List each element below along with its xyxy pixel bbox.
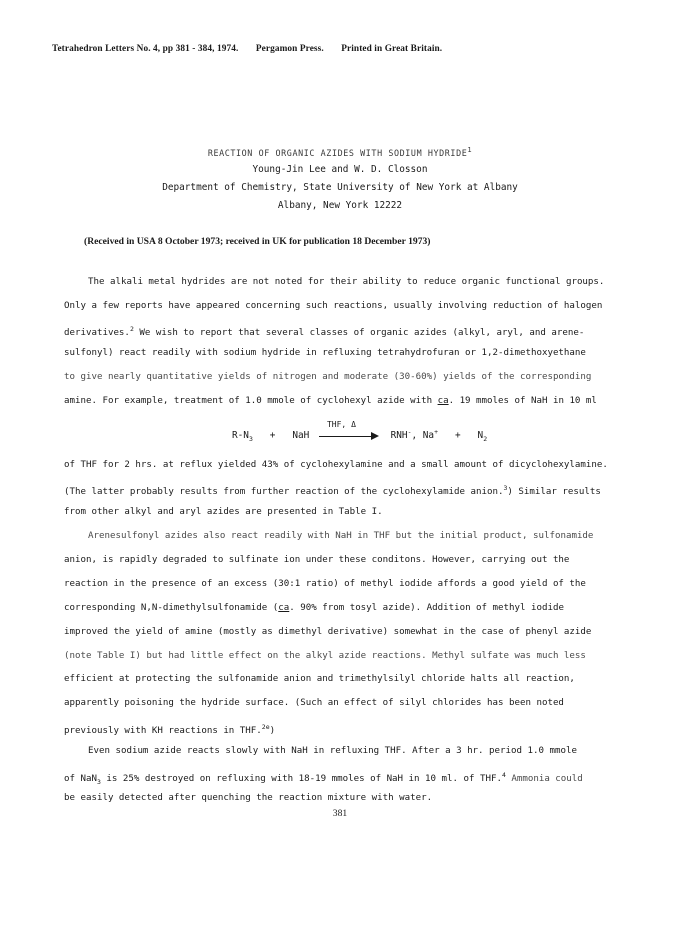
para4-line2: of NaN$_3$ is 25% destroyed on refluxing with 18-19 mmoles of NaH in 10 ml. of THF.$^4$ Ammonia could: [64, 771, 583, 786]
running-header: [52, 44, 612, 54]
title-footnote-mark: 1: [467, 146, 473, 154]
article-title: [0, 146, 680, 158]
authors: Young-Jin Lee and W. D. Closson: [252, 164, 428, 175]
para2-line2: (The latter probably results from further reaction of the cyclohexylamide anion.$^3$) Similar results: [64, 484, 601, 498]
para2-line1: of THF for 2 hrs. at reflux yielded 43% of cyclohexylamine and a small amount of dicyclohexylamine.: [64, 460, 608, 470]
para3-line1: Arenesulfonyl azides also react readily with NaH in THF but the initial product, sulfonamide: [88, 531, 594, 541]
printed-in: Printed in Great Britain.: [341, 44, 443, 54]
arrow-head-icon: [371, 432, 379, 440]
footnote-ref-3: 3: [503, 484, 508, 492]
footnote-ref-2: 2: [129, 325, 134, 333]
eq-product-nitrogen: $N_2$: [477, 430, 488, 443]
page-number: 381: [332, 808, 348, 819]
para3-line3: reaction in the presence of an excess (30:1 ratio) of methyl iodide affords a good yield of the: [64, 579, 586, 589]
para3-line8: apparently poisoning the hydride surface. (Such an effect of silyl chlorides has been noted: [64, 698, 564, 708]
circa-abbrev: ca: [437, 396, 449, 406]
eq-plus-2: +: [454, 430, 461, 442]
affiliation: Department of Chemistry, State University of New York at Albany: [162, 182, 518, 193]
para1-line6: amine. For example, treatment of 1.0 mmole of cyclohexyl azide with ca. 19 mmoles of NaH in 10 ml: [64, 396, 597, 406]
circa-abbrev: ca: [278, 603, 290, 613]
eq-reagent: NaH: [292, 430, 310, 442]
para2-line3: from other alkyl and aryl azides are presented in Table I.: [64, 507, 383, 517]
footnote-ref-4: 4: [501, 771, 506, 779]
para3-line6: (note Table I) but had little effect on the alkyl azide reactions. Methyl sulfate was much less: [64, 651, 586, 661]
para3-line9: previously with KH reactions in THF.$^{2e}$): [64, 723, 276, 737]
para1-line1: The alkali metal hydrides are not noted for their ability to reduce organic functional groups.: [88, 277, 605, 287]
eq-plus-1: +: [269, 430, 276, 442]
received-dates: (Received in USA 8 October 1973; received in UK for publication 18 December 1973): [84, 236, 431, 247]
para3-line2: anion, is rapidly degraded to sulfinate ion under these conditons. However, carrying out the: [64, 555, 570, 565]
journal-citation: Tetrahedron Letters No. 4, pp 381 - 384, 1974.: [52, 44, 239, 54]
para1-line3: derivatives.$^2$ We wish to report that several classes of organic azides (alkyl, aryl, and arene-: [64, 325, 585, 339]
para1-line2: Only a few reports have appeared concerning such reactions, usually involving reduction of halogen: [64, 301, 603, 311]
arrow-conditions: THF, Δ: [326, 420, 356, 430]
eq-product-amide: RNH-, Na+: [390, 428, 438, 442]
para3-line7: efficient at protecting the sulfonamide anion and trimethylsilyl chloride halts all reaction,: [64, 674, 575, 684]
address: Albany, New York 12222: [277, 200, 403, 211]
para1-line4: sulfonyl) react readily with sodium hydride in refluxing tetrahydrofuran or 1,2-dimethoxyethane: [64, 348, 586, 358]
para4-line3: be easily detected after quenching the reaction mixture with water.: [64, 793, 433, 803]
para3-line5: improved the yield of amine (mostly as dimethyl derivative) somewhat in the case of phenyl azide: [64, 627, 592, 637]
article-title-text: REACTION OF ORGANIC AZIDES WITH SODIUM HYDRIDE: [207, 147, 468, 158]
footnote-ref-2e: 2e: [261, 723, 270, 731]
reaction-arrow: [319, 420, 381, 441]
publisher: Pergamon Press.: [255, 44, 324, 54]
para3-line4: corresponding N,N-dimethylsulfonamide (ca. 90% from tosyl azide). Addition of methyl iodide: [64, 603, 564, 613]
para4-line1: Even sodium azide reacts slowly with NaH in refluxing THF. After a 3 hr. period 1.0 mmole: [88, 746, 577, 756]
para1-line5: to give nearly quantitative yields of nitrogen and moderate (30-60%) yields of the corresponding: [64, 372, 592, 382]
eq-reactant: $R-N_3$: [232, 430, 253, 443]
